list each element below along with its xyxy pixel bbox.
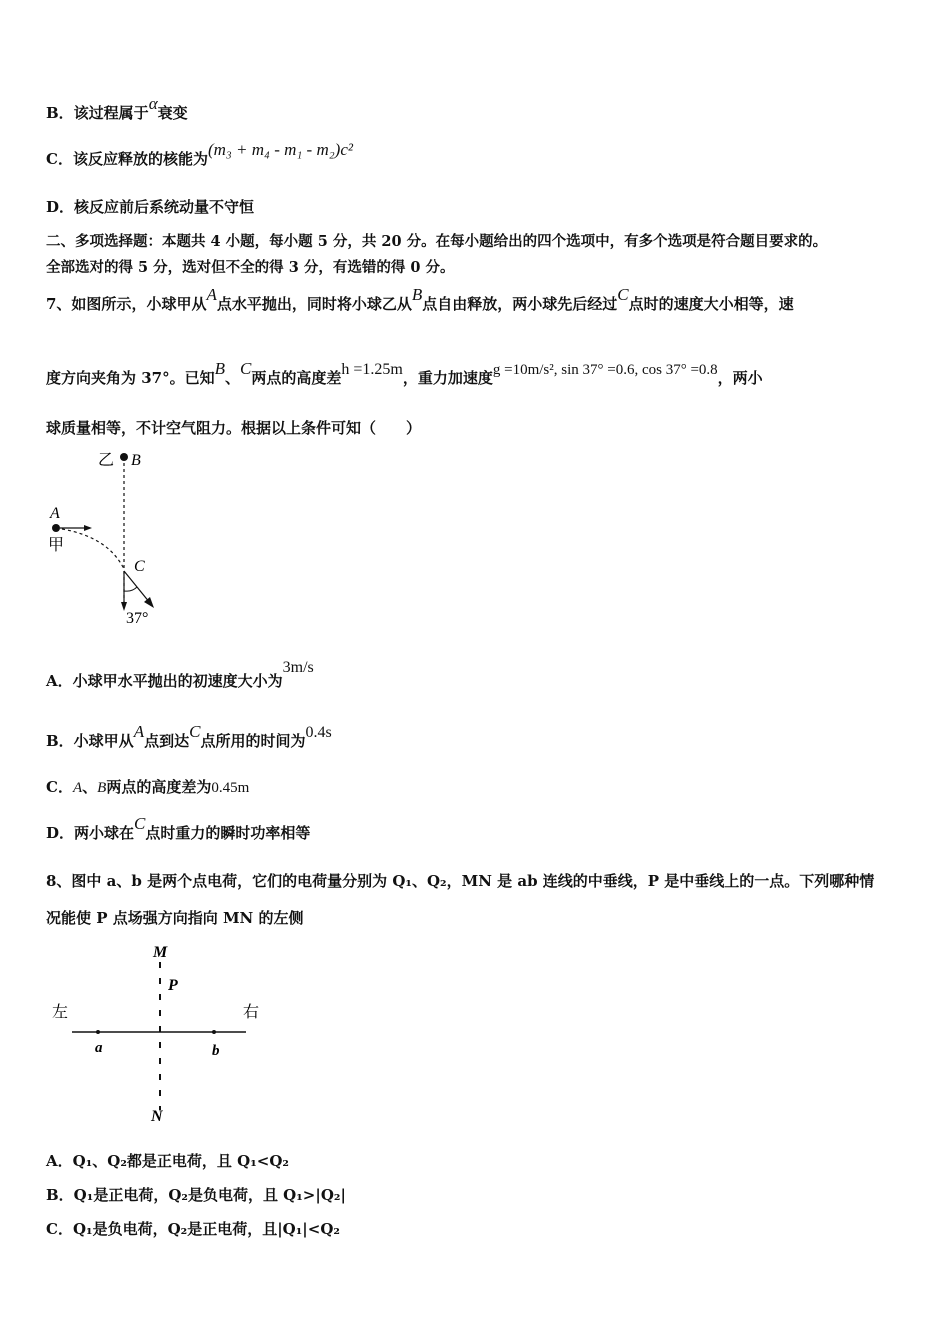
q7-option-b[interactable]: B．小球甲从A点到达C点所用的时间为0.4s <box>46 722 332 750</box>
q6-option-b[interactable]: B．该过程属于α衰变 <box>46 94 188 122</box>
q6-option-c[interactable]: C．该反应释放的核能为(m₃ + m₄ - m₁ - m₂)c² <box>46 140 353 168</box>
velocity-a-arrowhead <box>144 597 154 608</box>
label-n: N <box>151 1108 163 1125</box>
given-constants: g =10m/s², sin 37° =0.6, cos 37° =0.8 <box>492 362 718 378</box>
label-yi: 乙 <box>98 452 115 469</box>
label-left: 左 <box>52 1004 69 1021</box>
projectile-path <box>62 529 124 569</box>
label-jia: 甲 <box>48 537 65 554</box>
q7-option-a[interactable]: A．小球甲水平抛出的初速度大小为3m/s <box>46 659 314 690</box>
q7-option-d[interactable]: D．两小球在C点时重力的瞬时功率相等 <box>46 814 311 842</box>
initial-velocity-arrowhead <box>84 525 92 531</box>
q6-option-d[interactable]: D．核反应前后系统动量不守恒 <box>46 198 255 216</box>
q7-stem-line2: 度方向夹角为 37°。已知B、C两点的高度差h =1.25m，重力加速度g =10m/s², sin 37° =0.6, cos 37° =0.8，两小 <box>46 359 763 387</box>
option-a-value: 3m/s <box>282 659 314 676</box>
angle-label: 37° <box>126 610 149 627</box>
label-c: C <box>134 558 145 575</box>
q8-option-b[interactable]: B．Q₁是正电荷，Q₂是负电荷，且 Q₁>|Q₂| <box>46 1186 346 1204</box>
height-difference: h =1.25m <box>341 361 403 378</box>
charge-a <box>96 1030 100 1034</box>
ball-a <box>52 524 60 532</box>
q8-stem-line1: 8、图中 a、b 是两个点电荷，它们的电荷量分别为 Q₁、Q₂，MN 是 ab 连线的中垂线，P 是中垂线上的一点。下列哪种情 <box>46 872 875 890</box>
q7-stem-line1: 7、如图所示，小球甲从A点水平抛出，同时将小球乙从B点自由释放，两小球先后经过C点时的速度大小相等，速 <box>46 285 794 313</box>
q7-option-c[interactable]: C．A、B两点的高度差为0.45m <box>46 778 250 796</box>
q8-option-c[interactable]: C．Q₁是负电荷，Q₂是正电荷，且|Q₁|<Q₂ <box>46 1220 340 1238</box>
alpha-symbol: α <box>148 94 158 113</box>
q8-figure <box>50 940 270 1125</box>
section2-heading-line2: 全部选对的得 5 分，选对但不全的得 3 分，有选错的得 0 分。 <box>46 259 455 276</box>
charge-b <box>212 1030 216 1034</box>
label-a: a <box>95 1040 103 1056</box>
option-b-value: 0.4s <box>305 724 332 741</box>
label-m: M <box>153 944 168 961</box>
label-b: b <box>212 1043 220 1059</box>
label-b: B <box>131 452 141 469</box>
option-c-value: 0.45m <box>211 780 250 796</box>
label-a: A <box>50 505 60 522</box>
section2-heading-line1: 二、多项选择题：本题共 4 小题，每小题 5 分，共 20 分。在每小题给出的四个选项中，有多个选项是符合题目要求的。 <box>46 233 828 250</box>
q8-stem-line2: 况能使 P 点场强方向指向 MN 的左侧 <box>46 909 304 927</box>
ball-b <box>120 453 128 461</box>
q8-option-a[interactable]: A．Q₁、Q₂都是正电荷，且 Q₁<Q₂ <box>46 1152 289 1170</box>
label-p: P <box>168 977 178 994</box>
q7-stem-line3: 球质量相等，不计空气阻力。根据以上条件可知（ ） <box>46 419 422 437</box>
energy-formula: (m₃ + m₄ - m₁ - m₂)c² <box>207 140 353 159</box>
q7-figure <box>40 445 180 635</box>
label-right: 右 <box>243 1004 260 1021</box>
angle-arc <box>124 587 137 591</box>
